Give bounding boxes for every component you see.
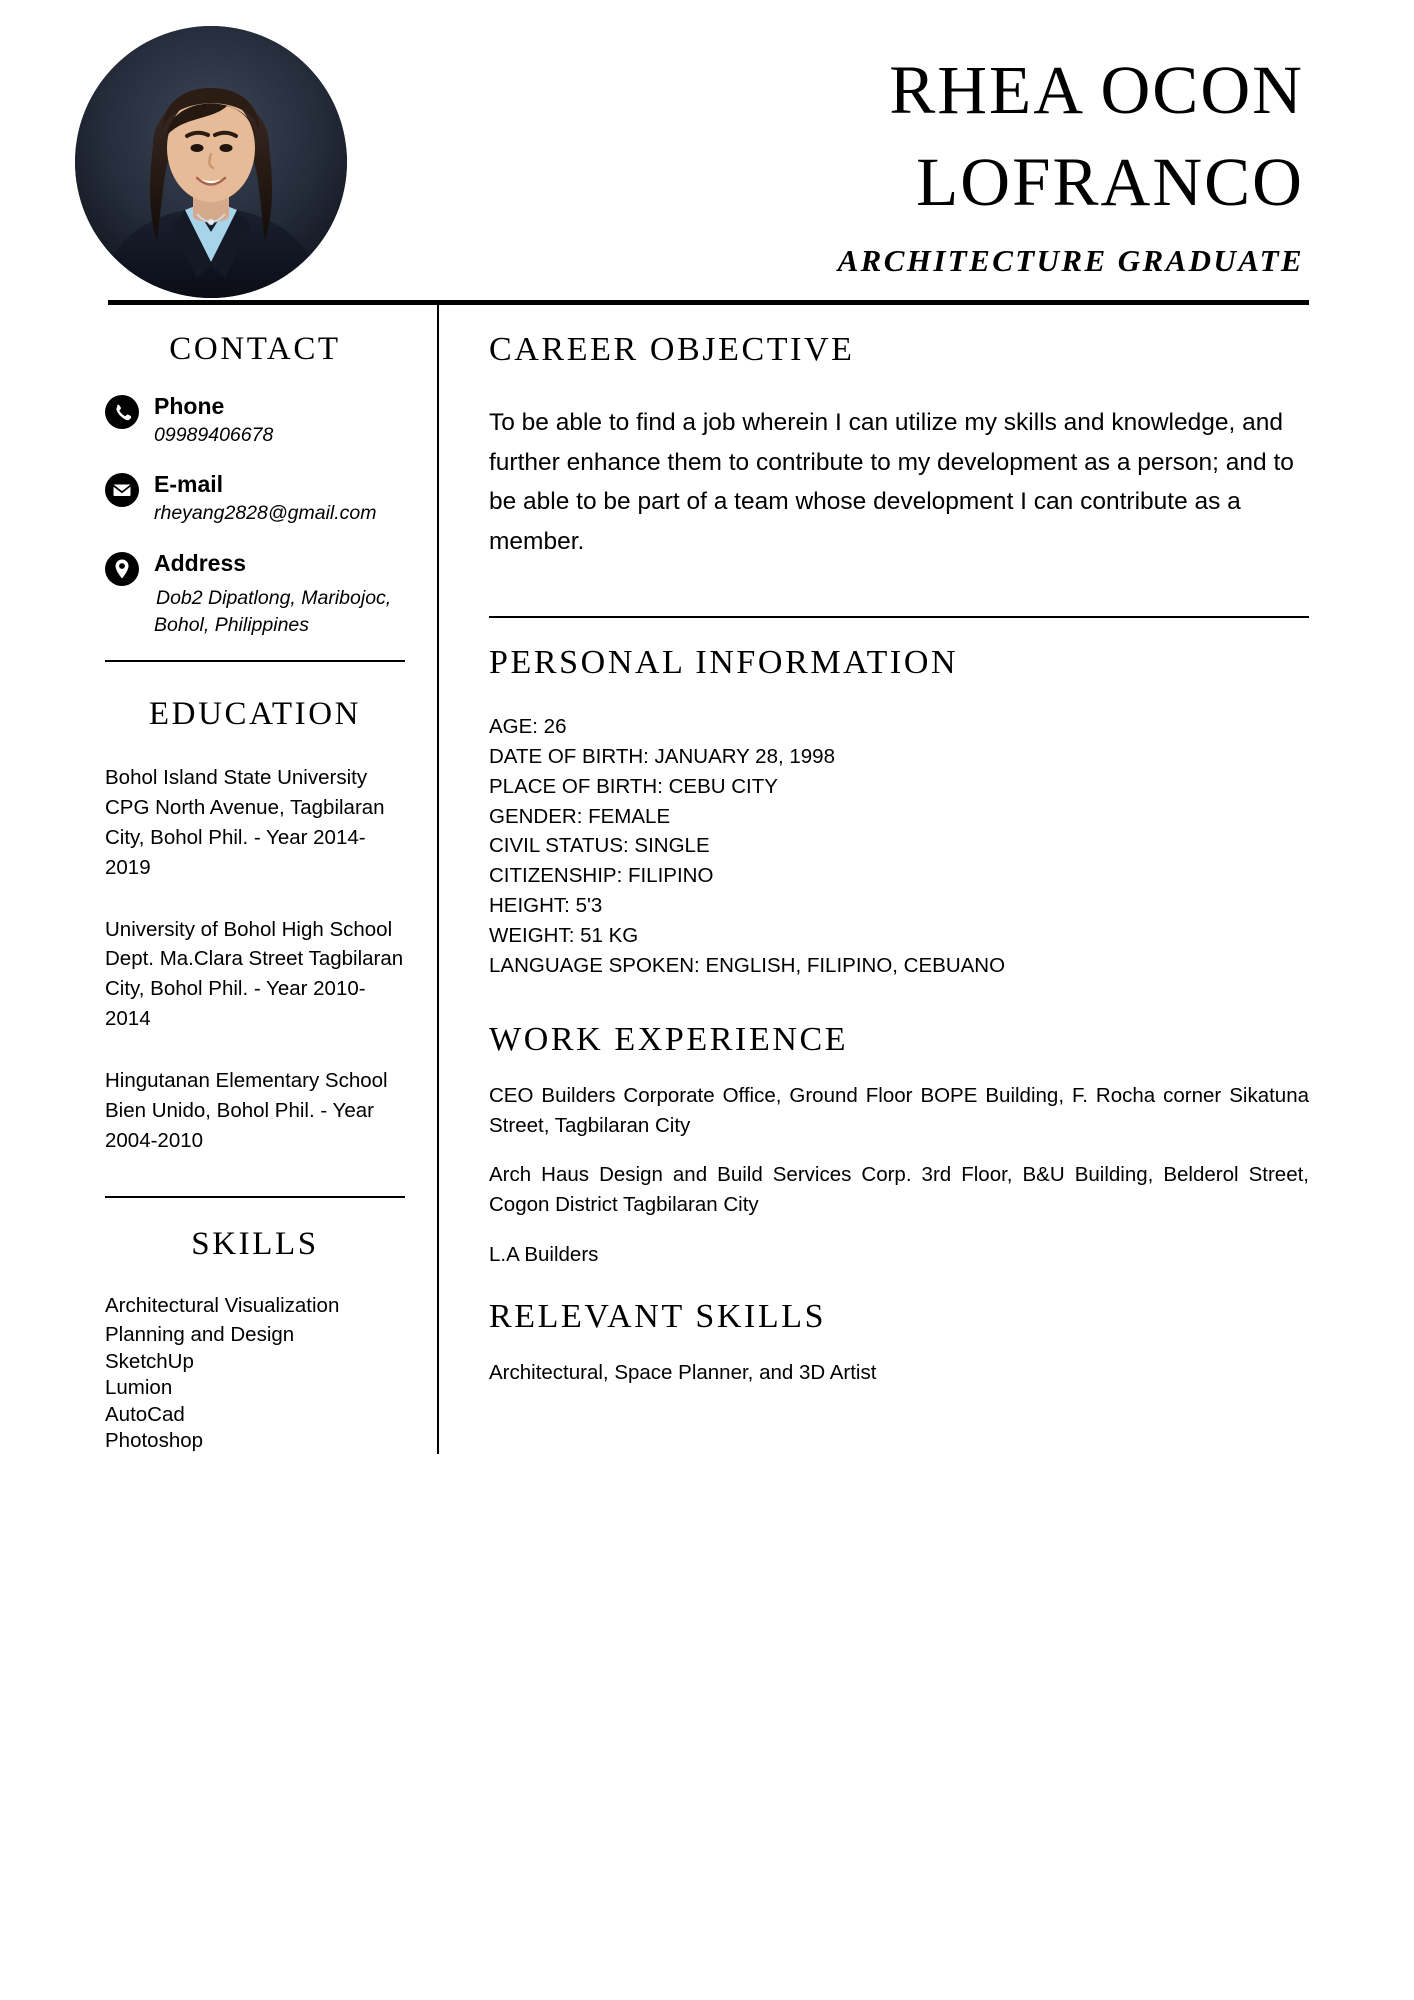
education-entry: University of Bohol High School Dept. Ma.Clara Street Tagbilaran City, Bohol Phil. - Year 2010-2014 xyxy=(105,917,404,1031)
personal-info-line: PLACE OF BIRTH: CEBU CITY xyxy=(489,774,778,798)
resume-header xyxy=(0,0,1414,290)
main-column xyxy=(489,305,1309,1454)
avatar xyxy=(75,26,347,298)
personal-info-line: CIVIL STATUS: SINGLE xyxy=(489,834,710,858)
personal-information-divider xyxy=(489,616,1309,618)
career-objective-text: To be able to find a job wherein I can utilize my skills and knowledge, and further enhance them to contribute to my development as a person; and to be able to be part of a team whose development I can contribute as a member. xyxy=(489,409,1294,556)
education-section-divider xyxy=(105,1196,405,1198)
contact-label-phone: Phone xyxy=(154,393,225,419)
location-pin-icon xyxy=(105,552,139,586)
work-experience-entry: L.A Builders xyxy=(489,1242,599,1266)
envelope-icon xyxy=(105,473,139,507)
page-title-line2: LOFRANCO xyxy=(916,144,1304,220)
contact-list xyxy=(105,392,405,638)
page-title-line1: RHEA OCON xyxy=(889,52,1304,129)
skill-item: Architectural Visualization xyxy=(105,1294,340,1317)
personal-info-line: GENDER: FEMALE xyxy=(489,804,671,828)
skill-item: Photoshop xyxy=(105,1428,204,1452)
skills-list xyxy=(105,1291,405,1454)
contact-text-address xyxy=(154,549,405,638)
personal-info-line: WEIGHT: 51 KG xyxy=(489,924,639,948)
personal-information-heading: PERSONAL INFORMATION xyxy=(489,643,959,681)
work-experience-heading: WORK EXPERIENCE xyxy=(489,1021,849,1059)
education-entry: Bohol Island State University CPG North Avenue, Tagbilaran City, Bohol Phil. - Year 2014-2019 xyxy=(105,765,385,879)
personal-info-line: HEIGHT: 5'3 xyxy=(489,894,603,918)
skill-item: Planning and Design xyxy=(105,1323,295,1347)
education-list xyxy=(105,763,405,1156)
phone-icon xyxy=(105,395,139,429)
contact-value-address-line1: Dob2 Dipatlong, Maribojoc, xyxy=(156,586,392,609)
profile-photo-icon xyxy=(75,26,347,298)
career-objective-heading: CAREER OBJECTIVE xyxy=(489,331,855,368)
relevant-skills-text: Architectural, Space Planner, and 3D Artist xyxy=(489,1360,877,1384)
relevant-skills-heading: RELEVANT SKILLS xyxy=(489,1297,827,1335)
personal-info-line: LANGUAGE SPOKEN: ENGLISH, FILIPINO, CEBUANO xyxy=(489,954,1006,978)
contact-section-divider xyxy=(105,660,405,662)
contact-label-address: Address xyxy=(154,549,247,576)
name-block xyxy=(347,45,1309,279)
contact-item-phone[interactable] xyxy=(105,392,405,448)
personal-info-line: AGE: 26 xyxy=(489,714,567,738)
resume-body xyxy=(0,305,1414,1454)
personal-information-list xyxy=(489,712,1309,981)
contact-label-email: E-mail xyxy=(154,471,224,498)
contact-text-email xyxy=(154,470,405,526)
contact-value-address-line2: Bohol, Philippines xyxy=(154,613,310,636)
contact-heading: CONTACT xyxy=(169,331,341,367)
personal-info-line: CITIZENSHIP: FILIPINO xyxy=(489,864,714,888)
contact-value-email: rheyang2828@gmail.com xyxy=(154,502,377,525)
skill-item: SketchUp xyxy=(105,1350,194,1374)
skill-item: AutoCad xyxy=(105,1402,185,1426)
skill-item: Lumion xyxy=(105,1376,173,1400)
work-experience-entry: Arch Haus Design and Build Services Corp. 3rd Floor, B&U Building, Belderol Street, Cogon District Tagbilaran City xyxy=(489,1163,1309,1217)
education-heading: EDUCATION xyxy=(148,695,362,732)
education-entry: Hingutanan Elementary School Bien Unido, Bohol Phil. - Year 2004-2010 xyxy=(105,1069,388,1153)
contact-text-phone xyxy=(154,392,405,448)
column-divider xyxy=(437,305,439,1454)
contact-item-address[interactable] xyxy=(105,549,405,638)
work-experience-list xyxy=(489,1081,1309,1270)
contact-item-email[interactable] xyxy=(105,470,405,526)
work-experience-entry: CEO Builders Corporate Office, Ground Floor BOPE Building, F. Rocha corner Sikatuna Street, Tagbilaran City xyxy=(489,1084,1309,1137)
job-title: ARCHITECTURE GRADUATE xyxy=(837,242,1304,278)
personal-info-line: DATE OF BIRTH: JANUARY 28, 1998 xyxy=(489,744,835,768)
contact-value-phone: 09989406678 xyxy=(154,424,274,447)
sidebar-column xyxy=(105,305,405,1454)
skills-heading: SKILLS xyxy=(191,1226,319,1262)
